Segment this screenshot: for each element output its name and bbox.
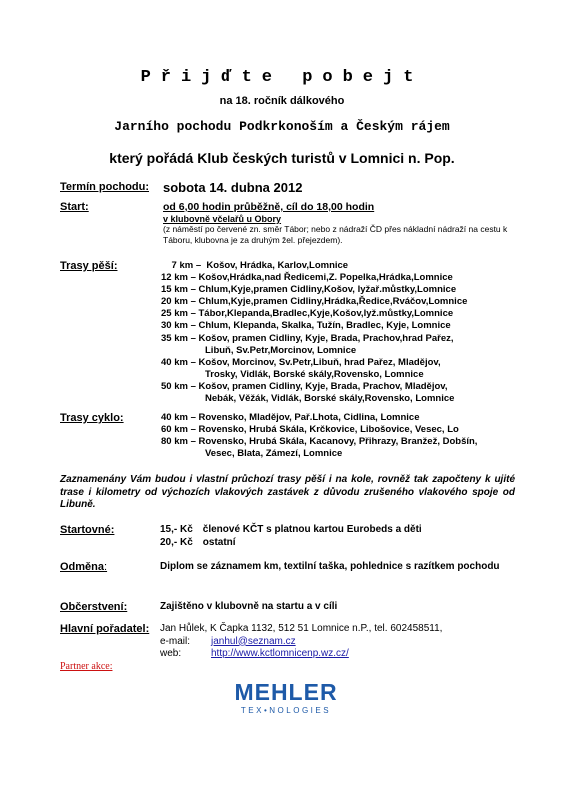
- start-time: od 6,00 hodin průběžně, cíl do 18,00 hodin: [163, 201, 375, 213]
- list-item: Vesec, Blata, Zámezí, Lomnice: [205, 448, 343, 460]
- web-label: web:: [160, 648, 182, 659]
- trasy-cyklo-label: Trasy cyklo:: [60, 412, 124, 424]
- list-item: 25 km – Tábor,Klepanda,Bradlec,Kyje,Košov,lyž.můstky,Lomnice: [161, 308, 454, 320]
- termin-label: Termín pochodu:: [60, 181, 150, 193]
- logo-wordmark: MEHLER: [234, 679, 338, 705]
- event-title: Jarního pochodu Podkrkonoším a Českým rájem: [114, 119, 450, 134]
- list-item: 7 km – Košov, Hrádka, Karlov,Lomnice: [161, 260, 349, 271]
- list-item: 30 km – Chlum, Klepanda, Skalka, Tužín, Bradlec, Kyje, Lomnice: [161, 320, 451, 332]
- web-link[interactable]: http://www.kctlomnicenp.wz.cz/: [211, 648, 349, 659]
- list-item: 40 km – Rovensko, Mladějov, Pař.Lhota, Cidlina, Lomnice: [161, 412, 420, 423]
- odmena-colon: :: [104, 561, 108, 573]
- subtitle: na 18. ročník dálkového: [219, 95, 345, 107]
- list-item: Libuň, Sv.Petr,Morcinov, Lomnice: [205, 344, 357, 356]
- fee-text-2: ostatní: [202, 536, 236, 548]
- start-label: Start:: [60, 201, 89, 213]
- fee-text-1: členové KČT s platnou kartou Eurobeds a děti: [202, 524, 422, 535]
- fee-amount-1: 15,- Kč: [160, 524, 193, 535]
- list-item: 20 km – Chlum,Kyje,pramen Cidliny,Hrádka,Ředice,Rváčov,Lomnice: [161, 296, 468, 308]
- partner-label: Partner akce:: [60, 661, 113, 672]
- obcerstveni-value: Zajištěno v klubovně na startu a v cíli: [160, 601, 338, 612]
- list-item: 50 km – Košov, pramen Cidliny, Kyje, Brada, Prachov, Mladějov,: [161, 380, 448, 392]
- list-item: Nebák, Věžák, Vidlák, Borské skály,Rovensko, Lomnice: [205, 393, 455, 405]
- email-label: e-mail:: [160, 635, 191, 647]
- list-item: 40 km – Košov, Morcinov, Sv.Petr,Libuň, hrad Pařez, Mladějov,: [161, 356, 441, 368]
- odmena-label: [60, 561, 107, 573]
- list-item: 15 km – Chlum,Kyje,pramen Cidliny,Košov, lyžař.můstky,Lomnice: [161, 284, 457, 296]
- organizer-line: který pořádá Klub českých turistů v Lomnici n. Pop.: [109, 150, 455, 166]
- start-note: (z náměstí po červené zn. směr Tábor; nebo z nádraží ČD přes nákladní nádraží na cestu k Táboru, klubovna je za druhým žel. přejezdem).: [163, 224, 508, 245]
- page-title: Přijďte pobejt: [140, 68, 424, 87]
- fee-line-1: [160, 524, 422, 537]
- poradatel-name: Jan Hůlek, K Čapka 1132, 512 51 Lomnice n.P., tel. 602458511,: [160, 623, 443, 634]
- obcerstveni-label: Občerstvení:: [60, 601, 128, 613]
- trasy-pesi-list: [161, 260, 467, 405]
- list-item: 80 km – Rovensko, Hrubá Skála, Kacanovy, Přihrazy, Branžež, Dobšín,: [161, 436, 478, 448]
- odmena-value: Diplom se záznamem km, textilní taška, pohlednice s razítkem pochodu: [160, 561, 500, 572]
- mehler-logo: [226, 679, 346, 719]
- trasy-cyklo-list: [161, 412, 477, 460]
- odmena-label-text: Odměna: [60, 561, 105, 573]
- list-item: 12 km – Košov,Hrádka,nad Ředicemi,Z. Popelka,Hrádka,Lomnice: [161, 272, 453, 284]
- start-place: v klubovně včelařů u Obory: [163, 214, 282, 224]
- poradatel-label: Hlavní pořadatel:: [60, 623, 150, 635]
- termin-value: sobota 14. dubna 2012: [163, 180, 303, 195]
- trasy-pesi-label: Trasy pěší:: [60, 260, 118, 272]
- startovne-label: Startovné:: [60, 524, 115, 536]
- email-link[interactable]: janhul@seznam.cz: [211, 635, 296, 647]
- fee-amount-2: 20,- Kč: [160, 536, 193, 548]
- logo-subtitle: TEX•NOLOGIES: [240, 706, 332, 715]
- fee-line-2: [160, 537, 422, 550]
- list-item: 35 km – Košov, pramen Cidliny, Kyje, Brada, Prachov,hrad Pařez,: [161, 332, 454, 344]
- info-paragraph: Zaznamenány Vám budou i vlastní průchozí trasy pěší i na kole, rovněž tak započteny k ujité trase i kilometry od výchozích vlakových zastávek z důvodu zrušeného vlakového spoje od Libuně.: [60, 474, 515, 510]
- list-item: Trosky, Vidlák, Borské skály,Rovensko, Lomnice: [205, 368, 424, 380]
- list-item: 60 km – Rovensko, Hrubá Skála, Krčkovice, Libošovice, Vesec, Lo: [161, 424, 459, 436]
